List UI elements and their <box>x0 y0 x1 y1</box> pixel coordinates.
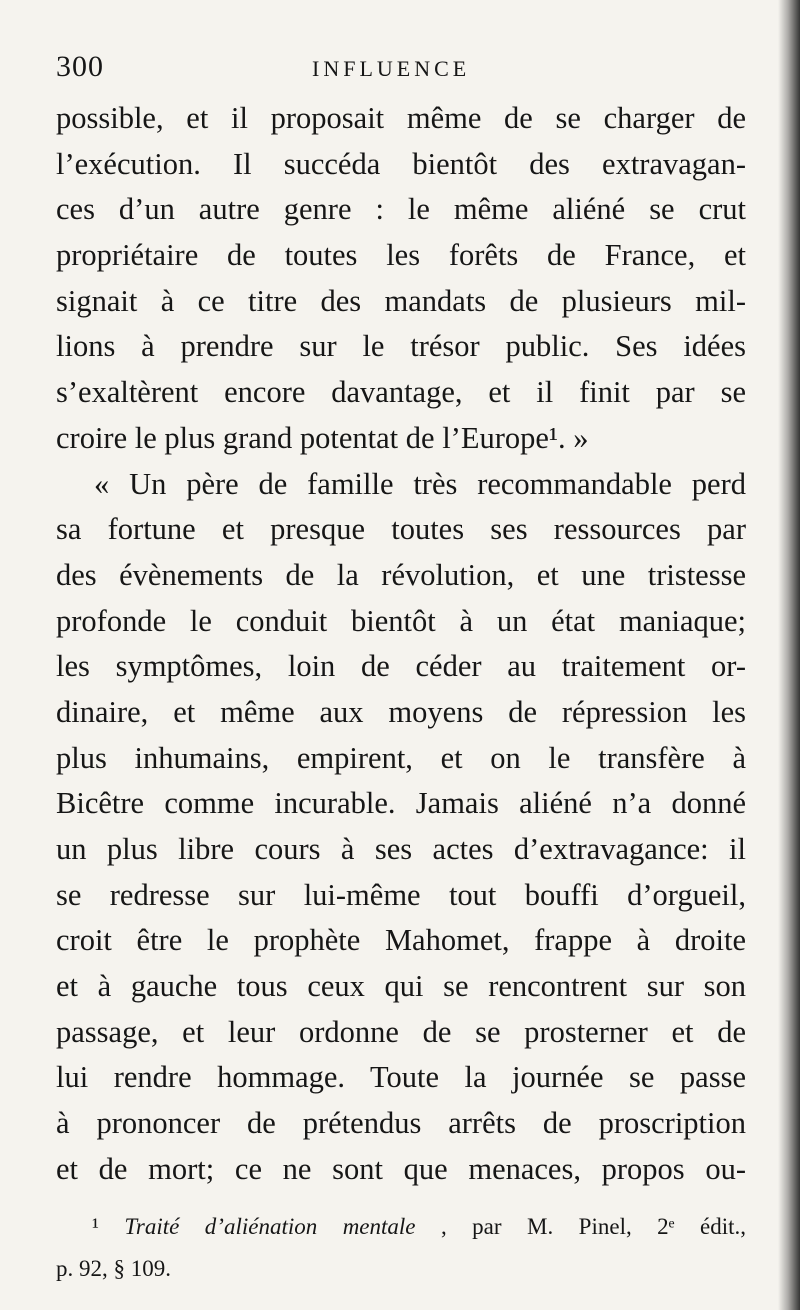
text-line: possible, et il proposait même de se charger de <box>56 101 746 135</box>
page-header <box>56 50 756 90</box>
text-line: s’exaltèrent encore davantage, et il finit par se <box>56 375 746 410</box>
page-number: 300 <box>56 50 104 83</box>
text-line: plus inhumains, empirent, et on le transfère à <box>56 740 746 775</box>
text-line: « Un père de famille très recommandable perd <box>94 466 746 501</box>
text-line: se redresse sur lui-même tout bouffi d’orgueil, <box>56 877 746 912</box>
text-line: lui rendre hommage. Toute la journée se passe <box>56 1060 746 1095</box>
text-line: profonde le conduit bientôt à un état maniaque; <box>56 603 746 638</box>
text-line: croire le plus grand potentat de l’Europe¹. » <box>56 420 589 455</box>
text-line: croit être le prophète Mahomet, frappe à droite <box>56 923 746 958</box>
footnote-line <box>56 1206 746 1248</box>
text-line: dinaire, et même aux moyens de répression les <box>56 694 746 729</box>
footnote-marker: ¹ <box>92 1214 99 1239</box>
footnote-title: Traité d’aliénation mentale <box>124 1214 416 1239</box>
text-line: à prononcer de prétendus arrêts de proscription <box>56 1106 746 1141</box>
text-line: des évènements de la révolution, et une tristesse <box>56 557 746 592</box>
text-line: sa fortune et presque toutes ses ressources par <box>56 512 746 547</box>
text-line: et à gauche tous ceux qui se rencontrent sur son <box>56 969 746 1004</box>
text-line: propriétaire de toutes les forêts de France, et <box>56 238 746 273</box>
text-line: les symptômes, loin de céder au traitement or- <box>56 649 746 684</box>
binding-shadow <box>778 0 800 1310</box>
text-line: ces d’un autre genre : le même aliéné se crut <box>56 192 746 227</box>
text-line: passage, et leur ordonne de se prosterner et de <box>56 1014 746 1049</box>
footnote-citation: , par M. Pinel, 2ᵉ édit., <box>440 1214 747 1239</box>
text-line: signait à ce titre des mandats de plusieurs mil- <box>56 283 746 318</box>
text-line: lions à prendre sur le trésor public. Ses idées <box>56 329 746 364</box>
footnote <box>56 1206 746 1290</box>
running-head: INFLUENCE <box>312 56 471 81</box>
text-line: un plus libre cours à ses actes d’extravagance: il <box>56 832 746 866</box>
text-line: l’exécution. Il succéda bientôt des extravagan- <box>56 146 746 181</box>
body-text <box>56 96 746 1193</box>
text-line: Bicêtre comme incurable. Jamais aliéné n’a donné <box>56 786 746 821</box>
footnote-line: p. 92, § 109. <box>56 1256 171 1281</box>
text-line: et de mort; ce ne sont que menaces, propos ou- <box>56 1151 746 1186</box>
